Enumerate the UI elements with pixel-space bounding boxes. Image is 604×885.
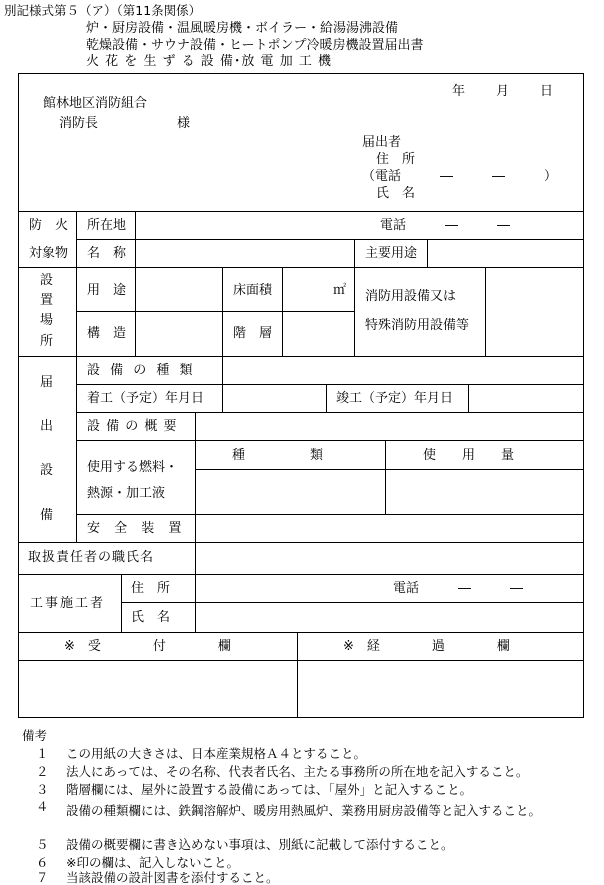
location-phone: 電話 ― ― bbox=[380, 218, 511, 233]
form-number: 別記様式第５（ア）（第11条関係） bbox=[4, 3, 202, 18]
note-text: ※印の欄は、記入しないこと。 bbox=[66, 855, 239, 870]
note-number: ６ bbox=[36, 855, 49, 870]
main-use-label: 主要用途 bbox=[365, 246, 418, 261]
date-month: 月 bbox=[496, 84, 510, 99]
start-date-label: 着工（予定）年月日 bbox=[87, 391, 205, 406]
rule-v-contractor-2 bbox=[195, 574, 196, 632]
fuel-label-1: 使用する燃料・ bbox=[87, 460, 179, 475]
addressee-honorific: 様 bbox=[177, 116, 191, 131]
location-label: 所在地 bbox=[87, 218, 127, 233]
safety-device-label: 安 全 装 置 bbox=[87, 521, 187, 536]
manager-label: 取扱責任者の職氏名 bbox=[28, 550, 155, 565]
floors-label: 階 層 bbox=[233, 326, 273, 341]
note-number: ４ bbox=[36, 799, 49, 814]
report-equipment-char-4: 備 bbox=[40, 508, 54, 523]
note-text: 設備の種類欄には、鉄鋼溶解炉、暖房用熱風炉、業務用厨房設備等と記入すること。 bbox=[66, 803, 542, 818]
title-line-3: 火 花 を 生 ず る 設 備･放 電 加 工 機 bbox=[86, 54, 332, 69]
rule-manager-bottom bbox=[18, 574, 584, 575]
report-equipment-char-2: 出 bbox=[40, 419, 54, 434]
rule-equip-5 bbox=[76, 514, 584, 515]
note-number: ７ bbox=[36, 870, 49, 885]
rule-v-fuel-split bbox=[385, 440, 386, 514]
applicant-address-label: 住 所 bbox=[376, 152, 416, 167]
addressee-line-2: 消防長 bbox=[59, 116, 99, 131]
note-number: ５ bbox=[36, 837, 49, 852]
rule-equip-1 bbox=[76, 384, 584, 385]
floor-area-label: 床面積 bbox=[233, 283, 273, 298]
rule-v-overview bbox=[195, 412, 196, 542]
rule-equip-2 bbox=[76, 412, 584, 413]
rule-equip-bottom bbox=[18, 542, 584, 543]
report-equipment-char-3: 設 bbox=[40, 463, 54, 478]
target-label-1: 防 火 bbox=[29, 218, 69, 233]
note-number: １ bbox=[36, 746, 49, 761]
rule-equip-4 bbox=[195, 469, 584, 470]
applicant-name-label: 氏 名 bbox=[376, 186, 416, 201]
structure-label: 構 造 bbox=[87, 326, 127, 341]
note-text: 設備の概要欄に書き込めない事項は、別紙に記載して添付すること。 bbox=[66, 837, 454, 852]
rule-v-location-col bbox=[135, 211, 136, 356]
applicant-phone-label: （電話 ― ― ） bbox=[362, 169, 558, 184]
rule-contractor-mid bbox=[121, 602, 584, 603]
note-text: 当該設備の設計図書を添付すること。 bbox=[66, 870, 279, 885]
note-number: ３ bbox=[36, 782, 49, 797]
contractor-label: 工事施工者 bbox=[30, 596, 106, 611]
note-text: 階層欄には、屋外に設置する設備にあっては、「屋外」と記入すること。 bbox=[66, 782, 473, 797]
use-label: 用 途 bbox=[87, 283, 127, 298]
install-place-char-2: 置 bbox=[40, 293, 54, 308]
rule-v-place-a bbox=[222, 267, 223, 356]
rule-v-label-col bbox=[76, 211, 77, 542]
rule-v-manager bbox=[195, 542, 196, 574]
rule-v-place-c bbox=[485, 267, 486, 356]
rule-v-place-b bbox=[282, 267, 283, 356]
install-place-char-3: 場 bbox=[40, 313, 54, 328]
rule-target-top bbox=[18, 211, 584, 212]
completion-date-label: 竣工（予定）年月日 bbox=[336, 391, 454, 406]
rule-v-reception bbox=[297, 632, 298, 718]
rule-place-mid bbox=[76, 311, 354, 312]
contractor-phone: 電話 ― ― bbox=[393, 581, 524, 596]
rule-contractor-bottom bbox=[18, 632, 584, 633]
equipment-overview-label: 設 備 の 概 要 bbox=[87, 419, 178, 434]
rule-reception-header bbox=[18, 660, 584, 661]
report-equipment-char-1: 届 bbox=[40, 375, 54, 390]
addressee-line-1: 館林地区消防組合 bbox=[43, 96, 148, 111]
rule-v-mainuse-right bbox=[427, 239, 428, 267]
note-number: ２ bbox=[36, 764, 49, 779]
install-place-char-4: 所 bbox=[40, 334, 54, 349]
contractor-address-label: 住 所 bbox=[131, 581, 171, 596]
notes-heading: 備考 bbox=[22, 728, 48, 743]
applicant-label: 届出者 bbox=[362, 135, 402, 150]
rule-v-mainuse-left bbox=[354, 239, 355, 356]
name-field-label: 名 称 bbox=[87, 246, 127, 261]
date-day: 日 bbox=[540, 84, 554, 99]
rule-place-bottom bbox=[18, 356, 584, 357]
rule-target-mid bbox=[76, 239, 584, 240]
install-place-char-1: 設 bbox=[40, 273, 54, 288]
contractor-name-label: 氏 名 bbox=[131, 610, 171, 625]
kind-header: 種 類 bbox=[232, 448, 324, 463]
area-unit: ㎡ bbox=[333, 283, 347, 298]
date-year: 年 bbox=[452, 84, 466, 99]
rule-target-bottom bbox=[18, 267, 584, 268]
rule-v-dates-right bbox=[468, 384, 469, 412]
rule-v-type bbox=[222, 356, 223, 412]
rule-v-dates-mid bbox=[326, 384, 327, 412]
fuel-label-2: 熱源・加工液 bbox=[87, 486, 166, 501]
fire-equipment-label-2: 特殊消防用設備等 bbox=[365, 318, 470, 333]
note-text: 法人にあっては、その名称、代表者氏名、主たる事務所の所在地を記入すること。 bbox=[66, 764, 529, 779]
note-text: この用紙の大きさは、日本産業規格Ａ４とすること。 bbox=[66, 746, 367, 761]
title-line-1: 炉・厨房設備・温風暖房機・ボイラー・給湯湯沸設備 bbox=[86, 21, 399, 36]
rule-equip-3 bbox=[76, 440, 584, 441]
target-label-2: 対象物 bbox=[29, 246, 69, 261]
progress-column-header: ※ 経 過 欄 bbox=[343, 639, 510, 654]
equipment-type-label: 設 備 の 種 類 bbox=[87, 363, 196, 378]
amount-header: 使 用 量 bbox=[423, 448, 515, 463]
title-line-2: 乾燥設備・サウナ設備・ヒートポンプ冷暖房機設置届出書 bbox=[86, 38, 424, 53]
reception-column-header: ※ 受 付 欄 bbox=[64, 639, 231, 654]
rule-v-contractor bbox=[121, 574, 122, 632]
fire-equipment-label-1: 消防用設備又は bbox=[365, 289, 457, 304]
